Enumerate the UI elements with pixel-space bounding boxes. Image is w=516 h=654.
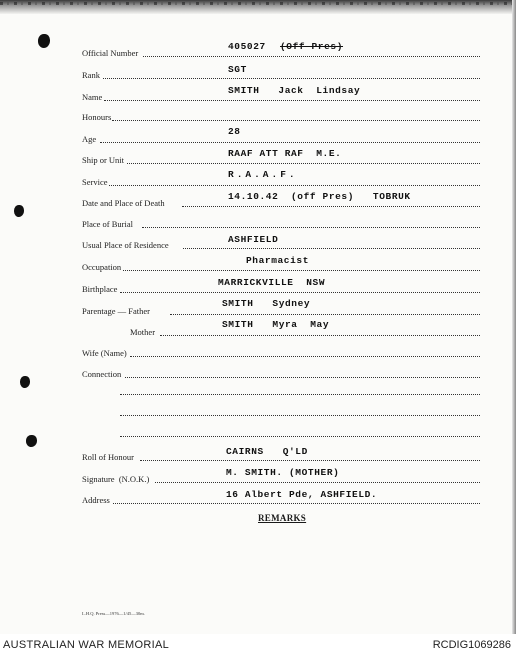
connection-line-4 <box>120 436 480 437</box>
mother-line <box>160 335 480 336</box>
wife-line <box>130 356 480 357</box>
remarks-heading: REMARKS <box>258 513 307 523</box>
scanned-right-edge <box>512 0 516 634</box>
mother-label: Mother <box>130 327 156 337</box>
connection-line-3 <box>120 415 480 416</box>
service-label: Service <box>82 177 108 187</box>
occupation-line <box>123 270 480 271</box>
signature-value: M. SMITH. (MOTHER) <box>226 467 340 478</box>
service-line <box>109 185 480 186</box>
official-number-value: 405027 <box>228 41 266 52</box>
connection-label: Connection <box>82 369 122 379</box>
occupation-value: Pharmacist <box>246 255 310 266</box>
age-line <box>100 142 480 143</box>
wife-label: Wife (Name) <box>82 348 127 358</box>
roll-of-honour-label: Roll of Honour <box>82 452 134 462</box>
ship-or-unit-label: Ship or Unit <box>82 155 125 165</box>
date-place-death-label: Date and Place of Death <box>82 198 165 208</box>
rank-line <box>103 78 480 79</box>
service-value: R.A.A.F. <box>228 169 298 180</box>
roll-of-honour-value: CAIRNS Q'LD <box>226 446 308 457</box>
official-number-note: (Off Pres) <box>280 41 344 52</box>
date-place-death-value: 14.10.42 (off Pres) TOBRUK <box>228 191 411 202</box>
official-number-line <box>143 56 480 57</box>
honours-line <box>112 120 480 121</box>
punch-hole-icon <box>20 376 30 388</box>
birthplace-line <box>120 292 480 293</box>
connection-line <box>125 377 480 378</box>
name-label: Name <box>82 92 103 102</box>
official-number-label: Official Number <box>82 48 139 58</box>
rank-value: SGT <box>228 64 247 75</box>
address-line <box>113 503 480 504</box>
father-line <box>170 314 480 315</box>
birthplace-label: Birthplace <box>82 284 118 294</box>
connection-line-2 <box>120 394 480 395</box>
roll-of-honour-line <box>140 460 480 461</box>
signature-line <box>155 482 480 483</box>
usual-residence-label: Usual Place of Residence <box>82 240 169 250</box>
mother-value: SMITH Myra May <box>222 319 330 330</box>
punch-hole-icon <box>14 205 24 217</box>
ship-or-unit-value: RAAF ATT RAF M.E. <box>228 148 342 159</box>
address-label: Address <box>82 495 110 505</box>
name-line <box>104 100 480 101</box>
ship-or-unit-line <box>127 163 480 164</box>
birthplace-value: MARRICKVILLE NSW <box>218 277 326 288</box>
scanned-top-edge <box>0 0 516 14</box>
occupation-label: Occupation <box>82 262 122 272</box>
punch-hole-icon <box>38 34 50 48</box>
punch-hole-icon <box>26 435 37 447</box>
usual-residence-value: ASHFIELD <box>228 234 279 245</box>
signature-label: Signature (N.O.K.) <box>82 474 150 484</box>
archive-footer <box>0 634 516 654</box>
record-id: RCDIG1069286 <box>432 639 511 651</box>
father-value: SMITH Sydney <box>222 298 311 309</box>
age-value: 28 <box>228 126 241 137</box>
usual-residence-line <box>183 248 480 249</box>
place-of-burial-label: Place of Burial <box>82 219 133 229</box>
name-value: SMITH Jack Lindsay <box>228 85 361 96</box>
archive-name: AUSTRALIAN WAR MEMORIAL <box>3 639 170 651</box>
date-place-death-line <box>182 206 480 207</box>
age-label: Age <box>82 134 97 144</box>
address-value: 16 Albert Pde, ASHFIELD. <box>226 489 378 500</box>
father-label: Parentage — Father <box>82 306 150 316</box>
rank-label: Rank <box>82 70 100 80</box>
printer-imprint: L.H.Q. Press—1976—1/45—30m. <box>82 611 145 616</box>
place-of-burial-line <box>142 227 480 228</box>
honours-label: Honours <box>82 112 112 122</box>
